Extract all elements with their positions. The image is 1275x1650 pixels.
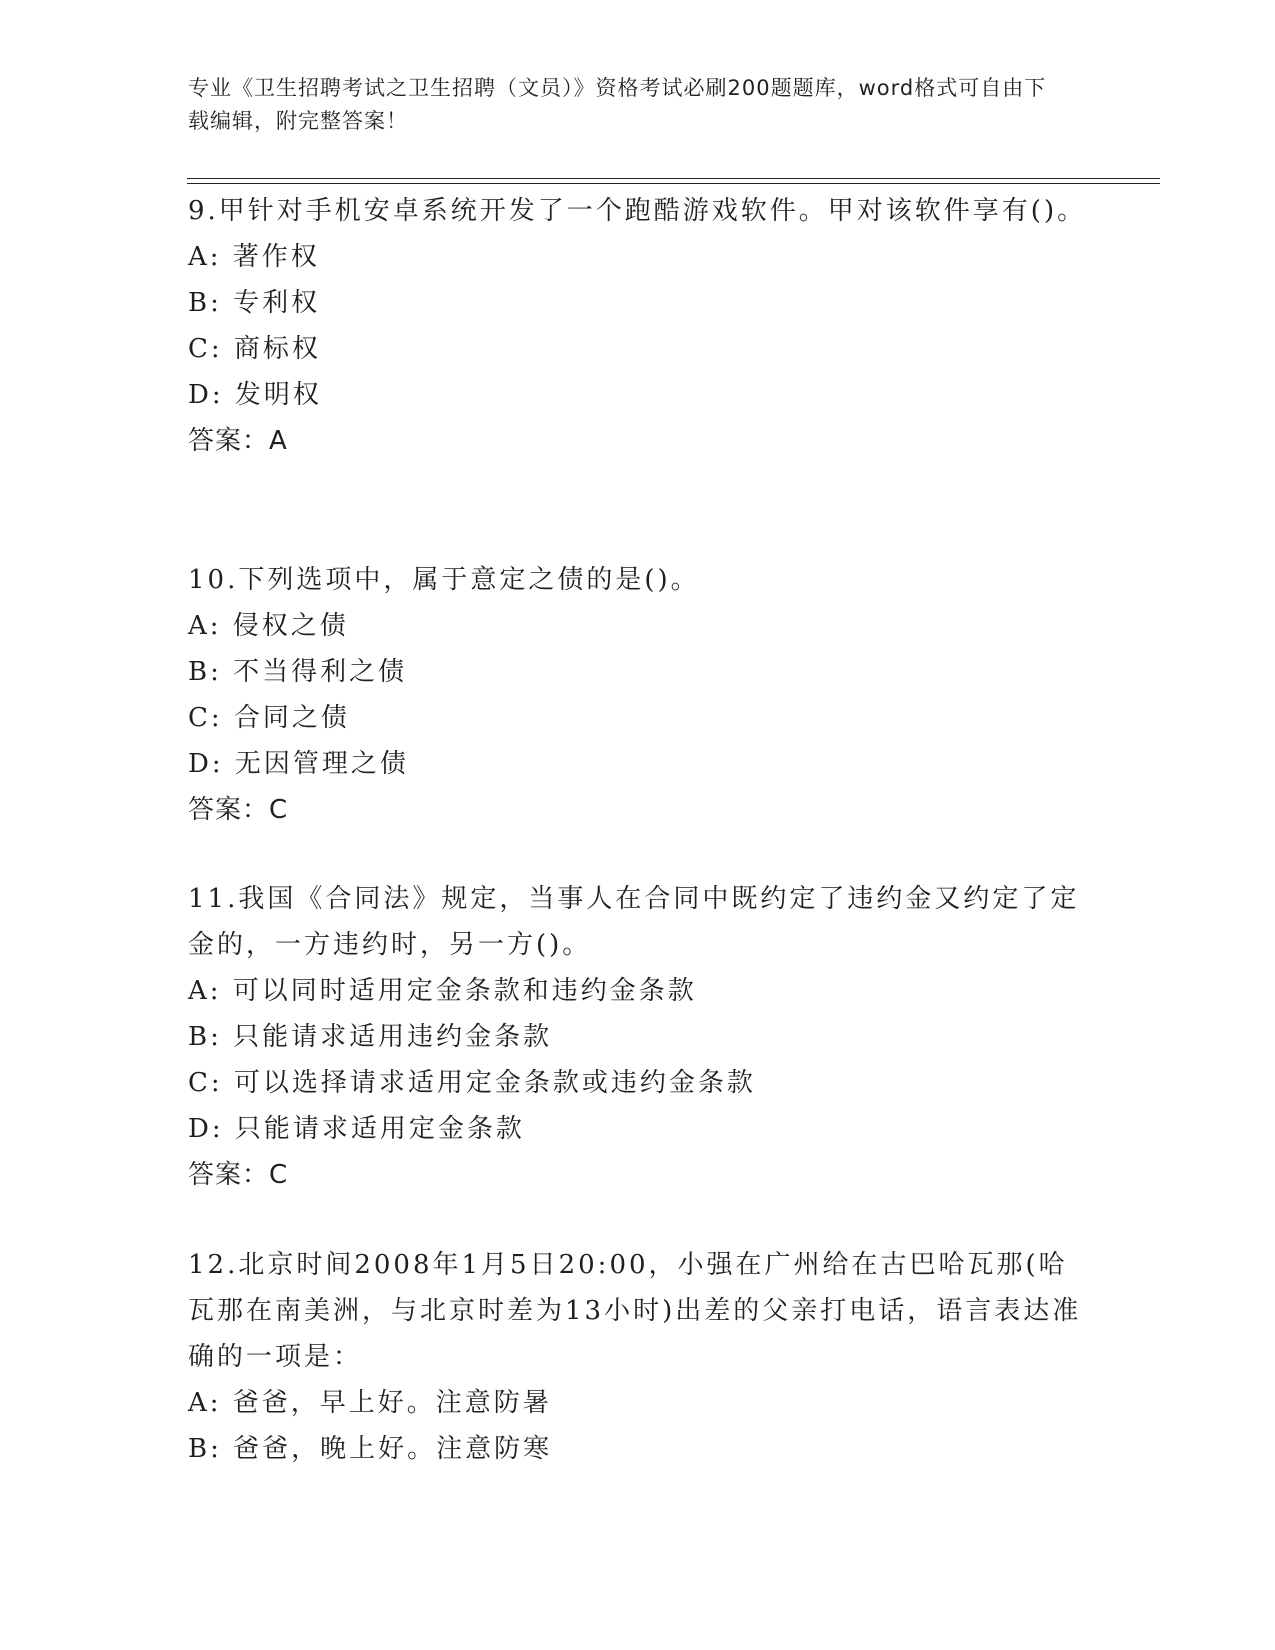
option-b: B: 专利权: [188, 288, 321, 318]
answer: 答案：A: [188, 426, 288, 456]
option-a: A: 著作权: [188, 242, 320, 272]
option-c: C: 合同之债: [188, 703, 350, 733]
question-9: [188, 188, 1088, 464]
question-10: [188, 557, 1088, 833]
option-a: A: 可以同时适用定金条款和违约金条款: [188, 976, 697, 1006]
option-b: B: 爸爸，晚上好。注意防寒: [188, 1434, 553, 1464]
answer: 答案：C: [188, 795, 289, 825]
option-b: B: 只能请求适用违约金条款: [188, 1022, 553, 1052]
question-11: [188, 876, 1088, 1198]
option-b: B: 不当得利之债: [188, 657, 408, 687]
option-d: D: 发明权: [188, 380, 322, 410]
question-stem: 9.甲针对手机安卓系统开发了一个跑酷游戏软件。甲对该软件享有()。: [188, 196, 1087, 226]
option-a: A: 爸爸，早上好。注意防暑: [188, 1388, 552, 1418]
option-d: D: 无因管理之债: [188, 749, 409, 779]
header-divider-bottom: [187, 183, 1160, 184]
header-divider-top: [187, 178, 1160, 179]
question-12: [188, 1242, 1088, 1472]
question-stem: 12.北京时间2008年1月5日20:00，小强在广州给在古巴哈瓦那(哈瓦那在南美洲，与北京时差为13小时)出差的父亲打电话，语言表达准确的一项是：: [188, 1250, 1082, 1372]
option-c: C: 商标权: [188, 334, 321, 364]
option-d: D: 只能请求适用定金条款: [188, 1114, 525, 1144]
question-stem: 11.我国《合同法》规定，当事人在合同中既约定了违约金又约定了定金的，一方违约时，另一方()。: [188, 884, 1080, 960]
option-c: C: 可以选择请求适用定金条款或违约金条款: [188, 1068, 756, 1098]
answer: 答案：C: [188, 1160, 289, 1190]
option-a: A: 侵权之债: [188, 611, 349, 641]
document-header: 专业《卫生招聘考试之卫生招聘（文员）》资格考试必刷200题题库，word格式可自由下载编辑，附完整答案！: [188, 76, 1047, 133]
question-stem: 10.下列选项中，属于意定之债的是()。: [188, 565, 700, 595]
